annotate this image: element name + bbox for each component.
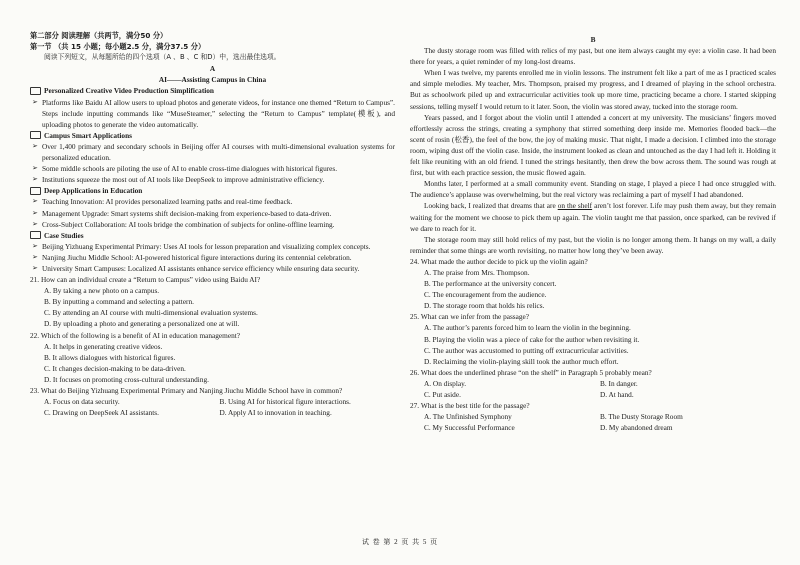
arrow-icon: ➢ bbox=[32, 208, 38, 217]
paragraph: Years passed, and I forgot about the violin until I attended a concert at my university. The musicians’ fingers moved effortlessly across the strings, creating a symphony that stirred something deep inside me. Memories flooded back—the scent of rosin (松香), the feel of the bow, the joy of making music. That night, I made a decision. I climbed into the storage room, wiping dust off the violin case. Inside, the instrument looked as clean and untouched as the day I had left it. Holding it felt like reuniting with an old friend. I tuned the strings hesitantly, then drew the bow across them. The sound was rough at first, but with each practice session, the music flowed again. bbox=[410, 112, 776, 178]
option-a[interactable]: A. The Unfinished Symphony bbox=[424, 412, 512, 422]
question-26 bbox=[410, 367, 776, 400]
paragraph: Months later, I performed at a small community event. Standing on stage, I played a piece I had once struggled with. The audience’s applause was overwhelming, but the real victory was reclaiming a part of myself I had abandoned. bbox=[410, 179, 776, 200]
question-24 bbox=[410, 256, 776, 311]
question-stem: 27. What is the best title for the passage? bbox=[410, 401, 530, 411]
option-d[interactable]: D. At hand. bbox=[600, 390, 634, 399]
option-d[interactable]: D. The storage room that holds his relics. bbox=[424, 301, 545, 311]
list-item: ➢ Over 1,400 primary and secondary schools in Beijing offer AI courses with multi-dimensional evaluation systems for personalized education. bbox=[32, 141, 395, 163]
passage-b-letter: B bbox=[590, 35, 596, 44]
option-a[interactable]: A. It helps in generating creative videos. bbox=[44, 341, 163, 351]
option-c[interactable]: C. The encouragement from the audience. bbox=[424, 290, 547, 300]
passage-a-letter: A bbox=[209, 64, 216, 74]
arrow-icon: ➢ bbox=[32, 241, 38, 250]
folder-icon bbox=[30, 87, 41, 95]
list-item: ➢ Beijing Yizhuang Experimental Primary: Uses AI tools for lesson preparation and visualizing complex concepts. bbox=[32, 241, 371, 251]
section-heading: Campus Smart Applications bbox=[44, 130, 132, 140]
list-item: ➢ Platforms like Baidu AI allow users to upload photos and generate videos, for instance one themed “Return to Campus”. Steps include inputting commands like “MuseSteamer,” selecting the “Return to Campus” template(模板), and uploading photos to generate the video automatically. bbox=[32, 97, 395, 129]
instruction: 阅读下列短文，从每题所给的四个选项（A 、B 、C 和D）中，选出最佳选项。 bbox=[44, 53, 281, 62]
section-heading: Personalized Creative Video Production Simplification bbox=[44, 86, 214, 96]
question-23 bbox=[30, 385, 395, 418]
option-b[interactable]: B. By inputting a command and selecting a pattern. bbox=[44, 297, 194, 307]
section-heading: Deep Applications in Education bbox=[44, 186, 143, 196]
section-education bbox=[30, 185, 395, 229]
option-a[interactable]: A. The author’s parents forced him to learn the violin in the beginning. bbox=[424, 323, 631, 333]
list-item: ➢ Management Upgrade: Smart systems shift decision-making from experience-based to data-driven. bbox=[32, 208, 332, 218]
option-a[interactable]: A. On display. bbox=[424, 378, 467, 388]
list-item: ➢ Teaching Innovation: AI provides personalized learning paths and real-time feedback. bbox=[32, 197, 293, 207]
arrow-icon: ➢ bbox=[32, 164, 38, 173]
arrow-icon: ➢ bbox=[32, 197, 38, 206]
option-d[interactable]: D. Reclaiming the violin-playing skill took the author much effort. bbox=[424, 356, 619, 366]
option-b[interactable]: B. In danger. bbox=[600, 378, 638, 388]
option-c[interactable]: C. Drawing on DeepSeek AI assistants. bbox=[44, 408, 159, 418]
left-column bbox=[30, 30, 395, 418]
question-stem: 23. What do Beijing Yizhuang Experimental Primary and Nanjing Jiuchu Middle School have in common? bbox=[30, 386, 343, 395]
list-item: ➢ University Smart Campuses: Localized AI assistants enhance service efficiency while ensuring data security. bbox=[32, 263, 360, 273]
option-c[interactable]: C. It changes decision-making to be data-driven. bbox=[44, 363, 186, 373]
option-c[interactable]: C. By attending an AI course with multi-dimensional evaluation systems. bbox=[44, 308, 258, 318]
section-campus bbox=[30, 130, 395, 185]
folder-icon bbox=[30, 131, 41, 139]
option-b[interactable]: B. Using AI for historical figure interactions. bbox=[219, 397, 351, 407]
arrow-icon: ➢ bbox=[32, 219, 38, 228]
arrow-icon: ➢ bbox=[32, 252, 38, 261]
section-title: 第一节 （共 15 小题；每小题2.5 分，满分37.5 分） bbox=[30, 42, 206, 52]
arrow-icon: ➢ bbox=[32, 263, 38, 272]
option-b[interactable]: B. Playing the violin was a piece of cake for the author when revisiting it. bbox=[424, 334, 640, 344]
section-video bbox=[30, 85, 395, 129]
list-item: ➢ Some middle schools are piloting the use of AI to enable cross-time dialogues with historical figures. bbox=[32, 164, 338, 174]
question-stem: 26. What does the underlined phrase “on the shelf” in Paragraph 5 probably mean? bbox=[410, 367, 652, 377]
question-27 bbox=[410, 400, 776, 433]
underlined-phrase: on the shelf bbox=[557, 201, 593, 211]
paragraph: When I was twelve, my parents enrolled me in violin lessons. The instrument felt like a part of me as I practiced scales and simple melodies. My teacher, Mrs. Thompson, praised my progress, and I dreamed of playing in the school orchestra. But as schoolwork piled up and extracurricular activities took up more time, practicing became a chore. I started skipping sessions, telling myself I would return to it later. Soon, the violin was stored away, tucked into the storage room. bbox=[410, 68, 776, 111]
question-stem: 22. Which of the following is a benefit of AI in education management? bbox=[30, 330, 240, 340]
folder-icon bbox=[30, 231, 41, 239]
section-cases bbox=[30, 230, 395, 274]
option-a[interactable]: A. The praise from Mrs. Thompson. bbox=[424, 267, 530, 277]
section-heading: Case Studies bbox=[44, 230, 84, 240]
option-b[interactable]: B. The performance at the university concert. bbox=[424, 279, 557, 289]
option-a[interactable]: A. By taking a new photo on a campus. bbox=[44, 286, 160, 296]
option-c[interactable]: C. Put aside. bbox=[424, 390, 461, 399]
question-stem: 24. What made the author decide to pick up the violin again? bbox=[410, 256, 588, 266]
option-c[interactable]: C. My Successful Performance bbox=[424, 423, 515, 433]
list-item: ➢ Nanjing Jiuchu Middle School: AI-powered historical figure interactions during its centennial celebration. bbox=[32, 252, 352, 262]
question-stem: 21. How can an individual create a “Return to Campus” video using Baidu AI? bbox=[30, 275, 261, 285]
question-stem: 25. What can we infer from the passage? bbox=[410, 312, 529, 322]
option-b[interactable]: B. It allows dialogues with historical figures. bbox=[44, 352, 176, 362]
option-d[interactable]: D. My abandoned dream bbox=[600, 423, 673, 433]
page-footer: 试 卷 第 2 页 共 5 页 bbox=[361, 538, 439, 546]
question-21 bbox=[30, 274, 395, 329]
option-b[interactable]: B. The Dusty Storage Room bbox=[600, 412, 683, 422]
arrow-icon: ➢ bbox=[32, 175, 38, 184]
question-25 bbox=[410, 311, 776, 366]
option-d[interactable]: D. Apply AI to innovation in teaching. bbox=[219, 408, 332, 418]
right-column bbox=[410, 34, 776, 433]
passage-a-title: AI——Assisting Campus in China bbox=[158, 75, 267, 85]
paragraph: The dusty storage room was filled with relics of my past, but one item always caught my eye: a violin case. It had been there for years, a quiet reminder of my long-lost dreams. bbox=[410, 46, 776, 67]
list-item: ➢ Institutions squeeze the most out of AI tools like DeepSeek to improve administrative efficiency. bbox=[32, 175, 325, 185]
part-title: 第二部分 阅读理解（共两节，满分50 分） bbox=[30, 31, 168, 40]
option-a[interactable]: A. Focus on data security. bbox=[44, 397, 120, 407]
option-c[interactable]: C. The author was accustomed to putting off extracurricular activities. bbox=[424, 345, 629, 355]
arrow-icon: ➢ bbox=[32, 141, 38, 150]
question-22 bbox=[30, 330, 395, 385]
arrow-icon: ➢ bbox=[32, 97, 38, 106]
paragraph: The storage room may still hold relics of my past, but the violin is no longer among them. It hangs on my wall, a daily reminder that some things are worth revisiting, no matter how long they’ve been away. bbox=[410, 234, 776, 255]
list-item: ➢ Cross-Subject Collaboration: AI tools bridge the combination of subjects for online-offline learning. bbox=[32, 219, 335, 229]
option-d[interactable]: D. It focuses on promoting cross-cultural understanding. bbox=[44, 374, 209, 384]
paragraph-5: Looking back, I realized that dreams that are on the shelf aren’t lost forever. Life may push them away, but they remain waiting for the moment we choose to pick them up again. The violin taught me that passion, once sparked, can be revived if we dare to reach for it. bbox=[410, 201, 776, 233]
folder-icon bbox=[30, 187, 41, 195]
option-d[interactable]: D. By uploading a photo and generating a personalized one at will. bbox=[44, 319, 240, 329]
